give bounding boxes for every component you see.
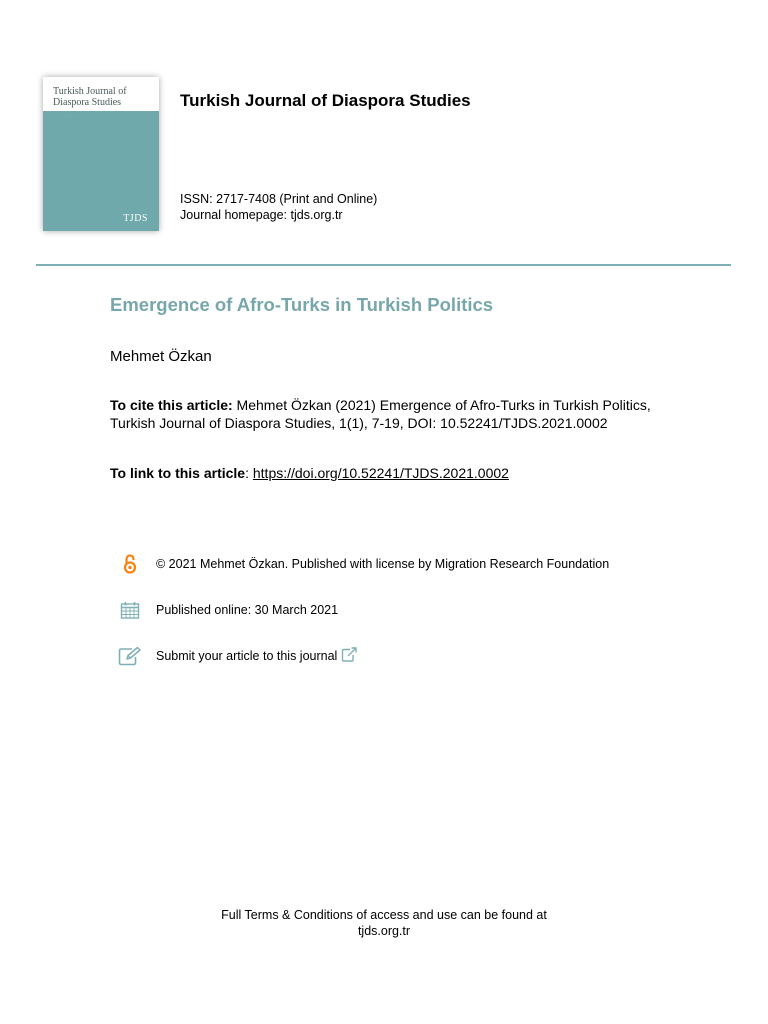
cover-logo: TJDS	[123, 213, 148, 224]
link-label: To link to this article	[110, 465, 246, 481]
cover-title-band	[43, 77, 159, 111]
edit-icon	[117, 645, 143, 667]
footer-line-1: Full Terms & Conditions of access and use can be found at	[221, 908, 547, 922]
article-title: Emergence of Afro-Turks in Turkish Politics	[110, 294, 494, 315]
citation	[110, 396, 690, 432]
license-row	[117, 553, 609, 575]
cite-text: Mehmet Özkan (2021) Emergence of Afro-Turks in Turkish Politics, Turkish Journal of Diaspora Studies, 1(1), 7-19, DOI: 10.52241/TJDS.2021.0002	[110, 397, 651, 431]
journal-cover	[43, 77, 159, 231]
calendar-icon	[117, 599, 143, 621]
cover-title: Turkish Journal of Diaspora Studies	[53, 86, 127, 108]
footer-terms	[0, 907, 768, 939]
issn: ISSN: 2717-7408 (Print and Online)	[180, 192, 378, 206]
article-link	[110, 465, 509, 481]
doi-link[interactable]: https://doi.org/10.52241/TJDS.2021.0002	[252, 465, 509, 481]
author-name: Mehmet Özkan	[110, 348, 212, 365]
submit-label[interactable]: Submit your article to this journal	[156, 649, 338, 663]
published-text: Published online: 30 March 2021	[156, 603, 339, 617]
header-divider	[36, 264, 731, 266]
license-text: © 2021 Mehmet Özkan. Published with license by Migration Research Foundation	[156, 557, 610, 571]
submit-text[interactable]	[156, 647, 357, 665]
cover-subline: · · · · · · · · · · · ·	[53, 114, 79, 118]
open-access-icon	[117, 553, 143, 575]
submit-row[interactable]	[117, 645, 357, 667]
link-separator: :	[245, 465, 253, 481]
journal-homepage: Journal homepage: tjds.org.tr	[180, 208, 343, 222]
external-link-icon[interactable]	[341, 647, 357, 665]
published-row	[117, 599, 338, 621]
journal-title: Turkish Journal of Diaspora Studies	[180, 91, 471, 110]
cite-label: To cite this article:	[110, 397, 233, 413]
footer-line-2: tjds.org.tr	[357, 924, 411, 938]
